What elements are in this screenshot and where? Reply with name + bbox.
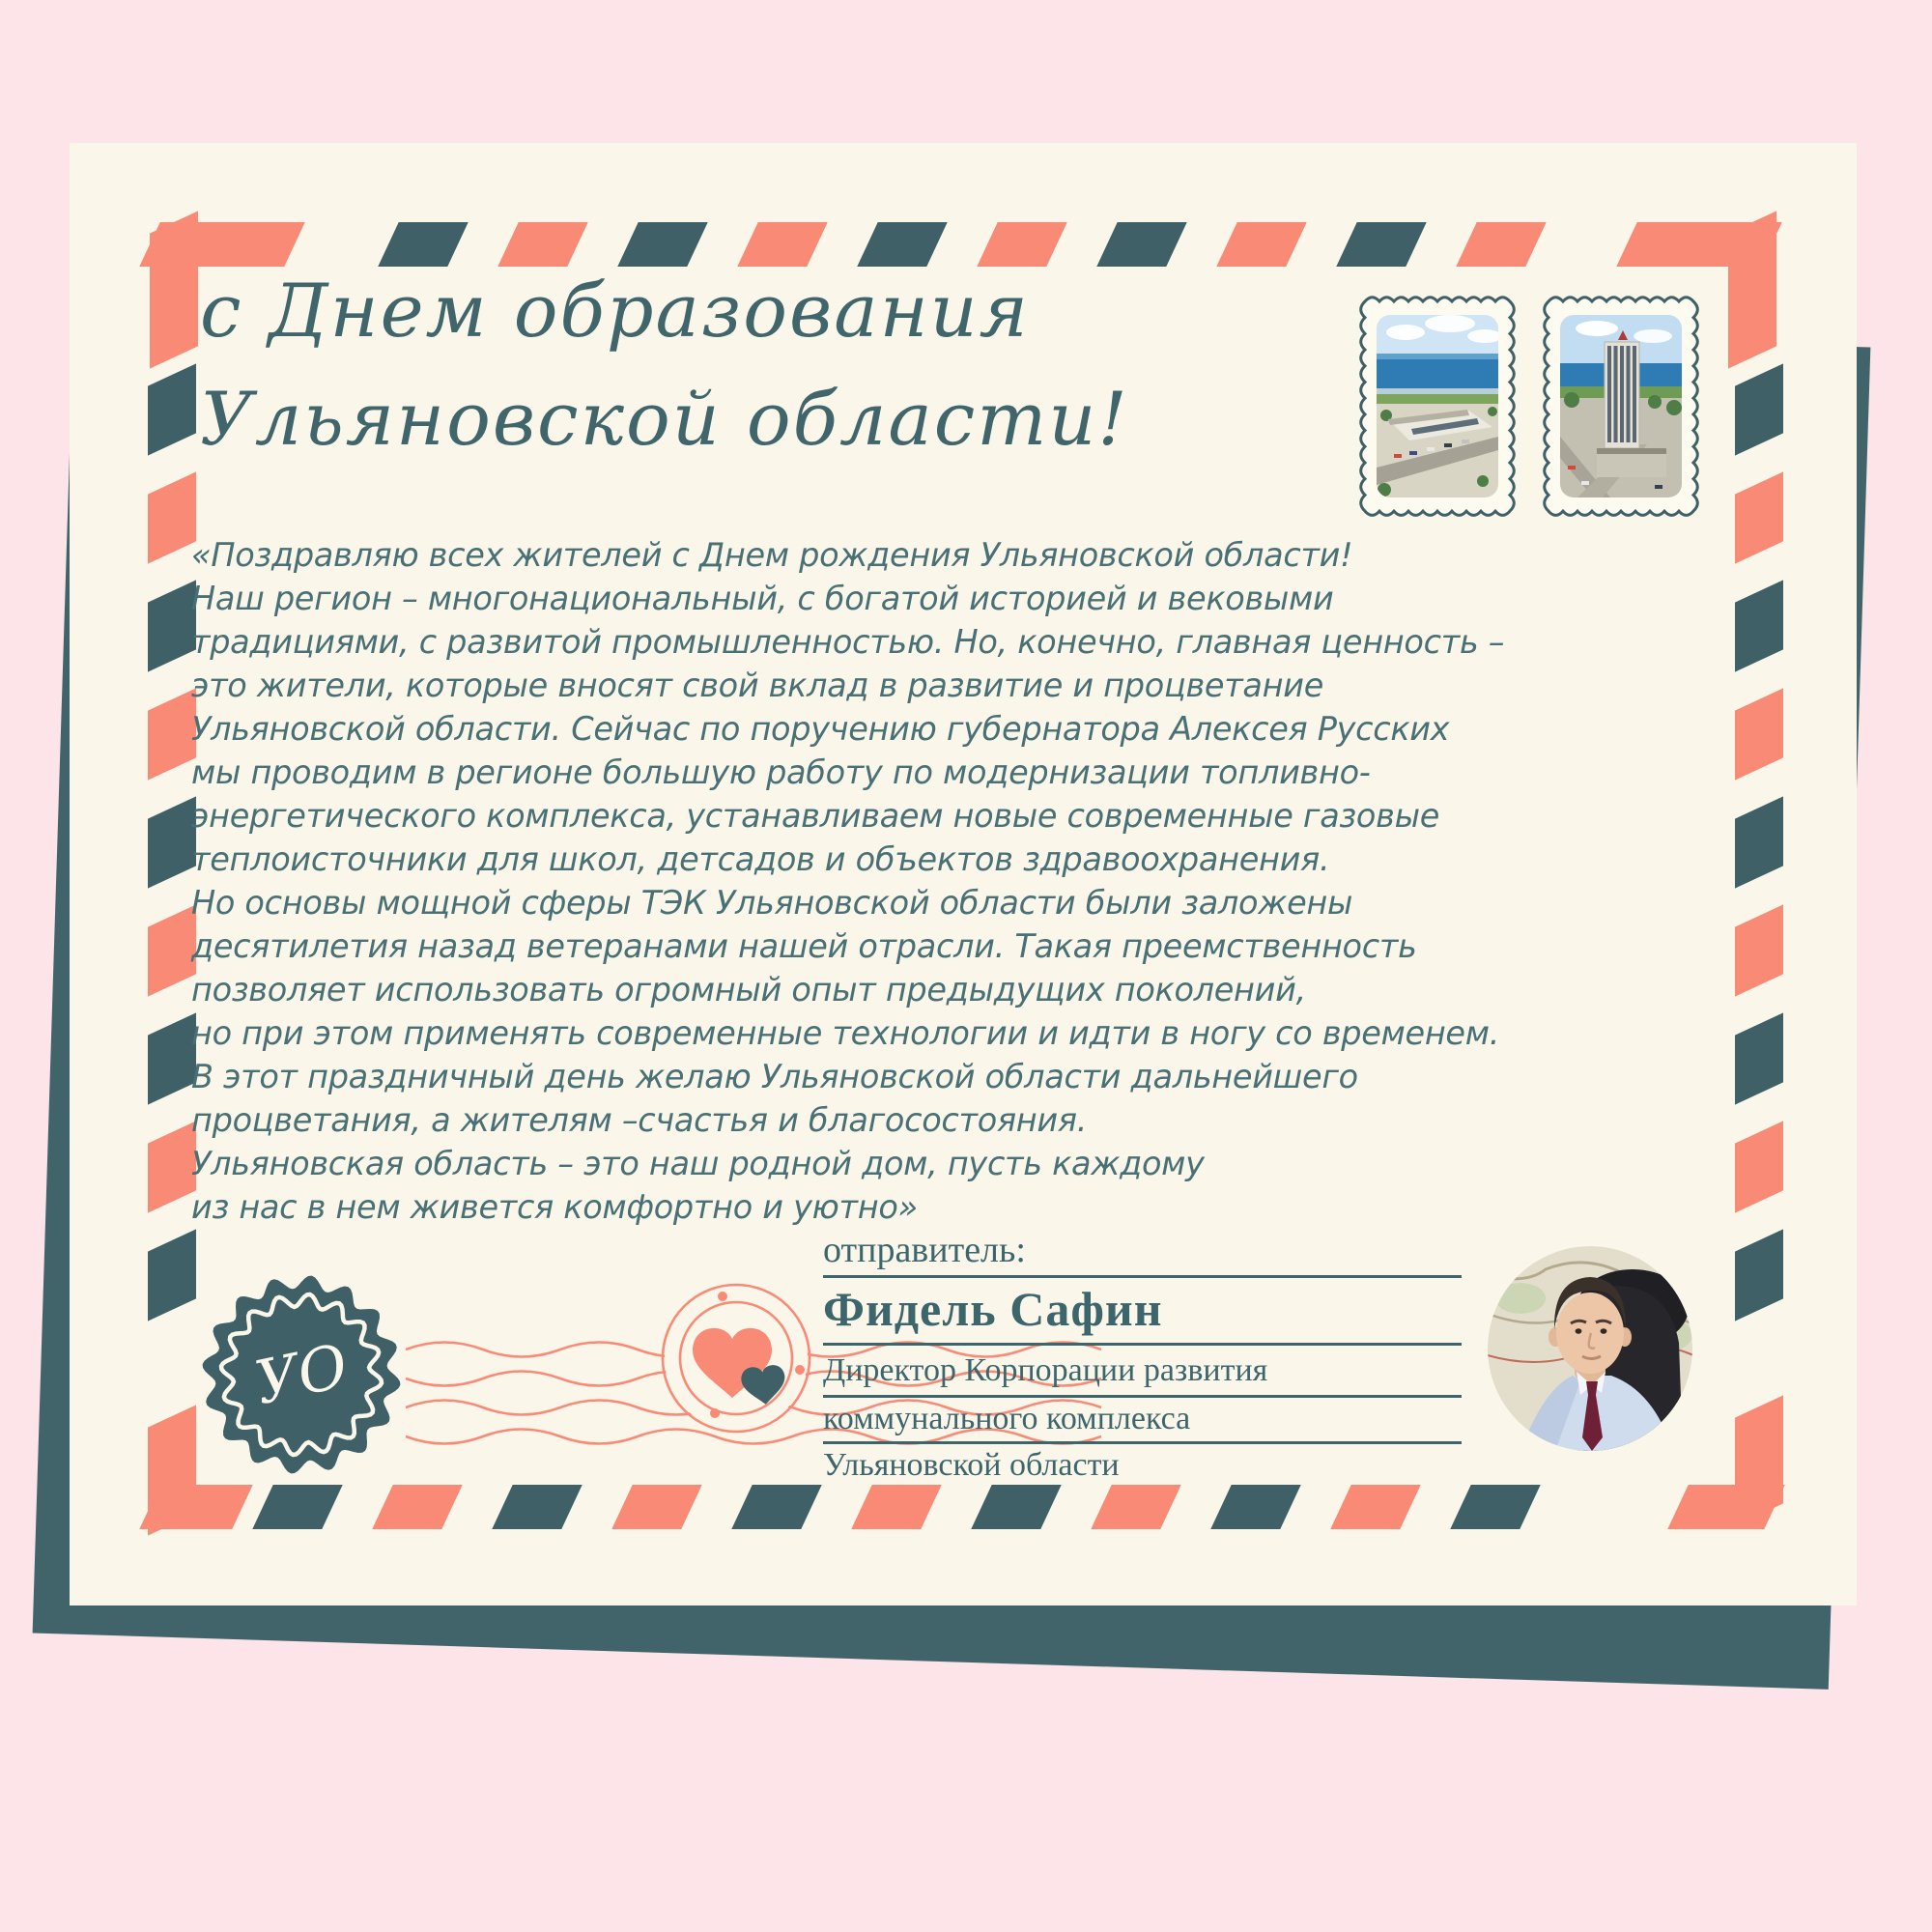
quote-line: Ульяновская область – это наш родной дом, пусть каждому: [191, 1145, 1205, 1182]
quote-line: теплоисточники для школ, детсадов и объектов здравоохранения.: [191, 840, 1330, 878]
badge-initials: УО: [248, 1329, 355, 1419]
quote-line: «Поздравляю всех жителей с Днем рождения Ульяновской области!: [191, 536, 1353, 574]
quote-line: мы проводим в регионе большую работу по модернизации топливно-: [191, 753, 1371, 791]
quote-line: позволяет использовать огромный опыт предыдущих поколений,: [191, 971, 1306, 1009]
sender-portrait-photo: [1488, 1246, 1692, 1451]
quote-line: Но основы мощной сферы ТЭК Ульяновской области были заложены: [191, 884, 1353, 922]
greeting-title-line2: Ульяновской области!: [200, 376, 1129, 462]
quote-line: из нас в нем живется комфортно и уютно»: [191, 1188, 918, 1226]
quote-line: но при этом применять современные технологии и идти в ногу со временем.: [191, 1014, 1500, 1052]
quote-line: Ульяновской области. Сейчас по поручению губернатора Алексея Русских: [191, 710, 1450, 748]
quote-line: традициями, с развитой промышленностью. Но, конечно, главная ценность –: [191, 623, 1505, 661]
sender-label: отправитель:: [823, 1230, 1026, 1270]
postmark-heart-seal-icon: [663, 1285, 810, 1432]
ruled-line: [823, 1343, 1462, 1346]
quote-line: процветания, а жителям –счастья и благосостояния.: [191, 1101, 1088, 1139]
sender-role-line3: Ульяновской области: [823, 1447, 1120, 1483]
quote-line: десятилетия назад ветеранами нашей отрасли. Такая преемственность: [191, 927, 1417, 965]
uo-wax-badge-icon: [203, 1276, 401, 1474]
portrait-icon: [1488, 1246, 1692, 1451]
quote-line: Наш регион – многонациональный, с богатой историей и вековыми: [191, 580, 1334, 617]
ruled-line: [823, 1275, 1462, 1278]
quote-line: энергетического комплекса, устанавливаем новые современные газовые: [191, 797, 1440, 835]
quote-line: В этот праздничный день желаю Ульяновской области дальнейшего: [191, 1058, 1358, 1095]
sender-role-line1: Директор Корпорации развития: [823, 1352, 1268, 1388]
quote-line: это жители, которые вносят свой вклад в развитие и процветание: [191, 667, 1324, 704]
postcard: [70, 143, 1857, 1605]
ruled-line: [823, 1441, 1462, 1444]
sender-name: Фидель Сафин: [823, 1282, 1163, 1336]
greeting-title-line1: с Днем образования: [200, 268, 1030, 354]
ruled-line: [823, 1395, 1462, 1398]
sender-role-line2: коммунального комплекса: [823, 1401, 1191, 1436]
